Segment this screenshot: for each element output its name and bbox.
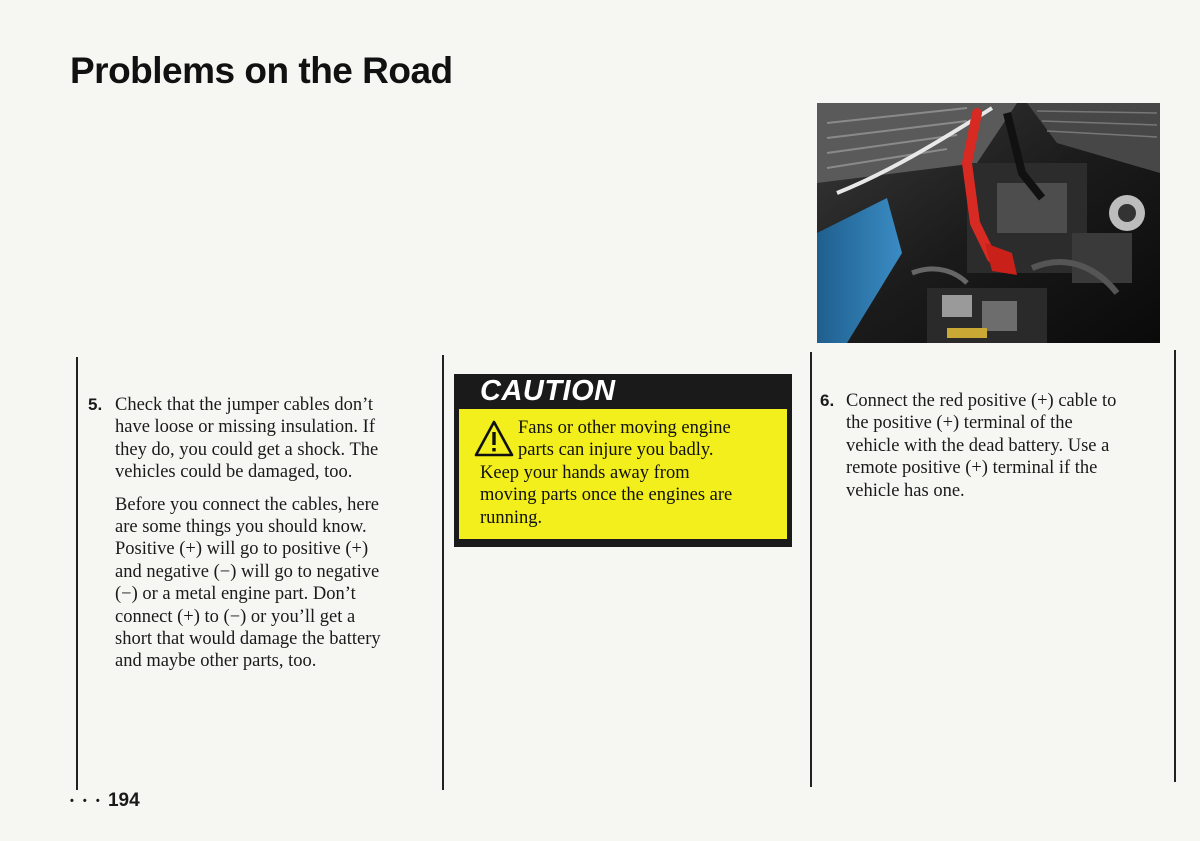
- step-5-paragraph-1: [115, 394, 433, 484]
- caution-heading: CAUTION: [480, 375, 616, 407]
- step-6-number: 6.: [820, 391, 835, 410]
- text-line: Positive (+) will go to positive (+): [115, 539, 369, 560]
- text-line: short that would damage the battery: [115, 629, 381, 650]
- caution-line: parts can injure you badly.: [518, 440, 714, 461]
- text-line: vehicles could be damaged, too.: [115, 462, 353, 483]
- caution-line: moving parts once the engines are: [480, 485, 733, 506]
- caution-line: running.: [480, 507, 543, 528]
- page-number: [70, 790, 140, 812]
- text-line: Connect the red positive (+) cable to: [846, 391, 1117, 411]
- engine-bay-photo: [817, 103, 1160, 343]
- step-5-number: 5.: [88, 395, 103, 414]
- engine-bay-illustration: [817, 103, 1160, 343]
- column-rule-left: [76, 357, 78, 790]
- text-line: are some things you should know.: [115, 517, 367, 538]
- caution-body: [459, 409, 787, 539]
- text-line: Before you connect the cables, here: [115, 494, 380, 515]
- text-line: connect (+) to (−) or you’ll get a: [115, 606, 356, 627]
- text-line: they do, you could get a shock. The: [115, 439, 379, 460]
- page-number-dots: • • •: [70, 794, 103, 807]
- text-line: vehicle with the dead battery. Use a: [846, 435, 1110, 456]
- caution-box: [454, 374, 792, 547]
- text-line: and maybe other parts, too.: [115, 651, 317, 672]
- column-rule-far-right: [1174, 350, 1176, 782]
- step-5-paragraph-2: [115, 494, 433, 673]
- column-rule-middle: [442, 355, 444, 790]
- caution-line: Fans or other moving engine: [518, 418, 731, 438]
- step-6: [820, 390, 1170, 502]
- page-title: Problems on the Road: [70, 50, 453, 91]
- caution-line: Keep your hands away from: [480, 462, 690, 483]
- text-line: the positive (+) terminal of the: [846, 413, 1073, 434]
- column-rule-right: [810, 352, 812, 787]
- text-line: remote positive (+) terminal if the: [846, 458, 1098, 479]
- warning-triangle-icon: [474, 419, 514, 459]
- text-line: (−) or a metal engine part. Don’t: [115, 584, 356, 605]
- step-5: [88, 394, 433, 683]
- text-line: Check that the jumper cables don’t: [115, 395, 374, 415]
- page-number-value: 194: [107, 790, 140, 811]
- text-line: vehicle has one.: [846, 480, 965, 501]
- text-line: and negative (−) will go to negative: [115, 561, 380, 582]
- text-line: have loose or missing insulation. If: [115, 417, 375, 438]
